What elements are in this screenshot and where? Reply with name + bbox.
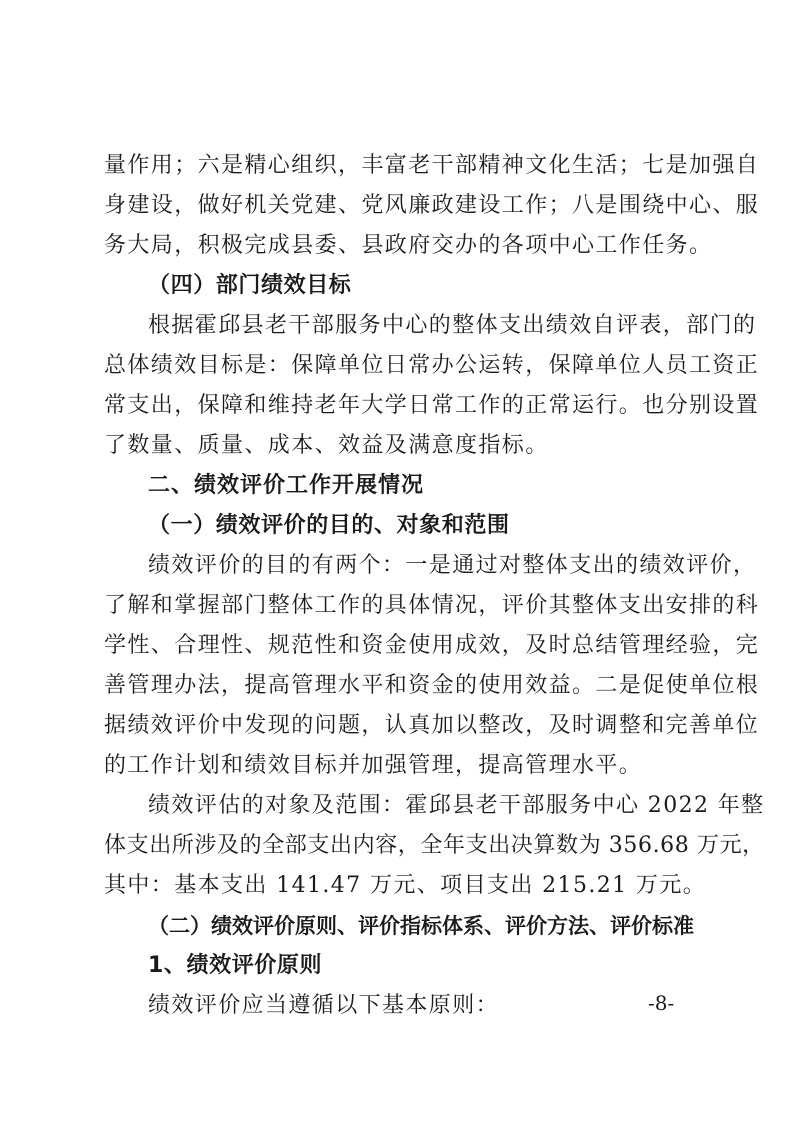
section-heading-evaluation: 二、绩效评价工作开展情况: [148, 473, 425, 498]
body-text-line: 总体绩效目标是：保障单位日常办公运转，保障单位人员工资正: [104, 353, 760, 378]
body-text-line: 常支出，保障和维持老年大学日常工作的正常运行。也分别设置: [104, 393, 760, 418]
section-heading-goals: （四）部门绩效目标: [148, 273, 352, 298]
body-text-line: 的工作计划和绩效目标并加强管理，提高管理水平。: [104, 753, 643, 778]
body-text-line: 绩效评估的对象及范围：霍邱县老干部服务中心 2022 年整: [148, 793, 765, 818]
section-heading-principles: （二）绩效评价原则、评价指标体系、评价方法、评价标准: [148, 914, 694, 938]
body-text-line: 根据霍邱县老干部服务中心的整体支出绩效自评表，部门的: [148, 313, 757, 338]
body-text-line: 其中：基本支出 141.47 万元、项目支出 215.21 万元。: [104, 873, 707, 898]
body-text-line: 身建设，做好机关党建、党风廉政建设工作；八是围绕中心、服: [104, 193, 760, 218]
body-text-line: 据绩效评价中发现的问题，认真加以整改，及时调整和完善单位: [104, 713, 760, 738]
body-text-line: 体支出所涉及的全部支出内容，全年支出决算数为 356.68 万元，: [104, 833, 765, 858]
body-text-line: 绩效评价的目的有两个：一是通过对整体支出的绩效评价，: [148, 553, 757, 578]
body-text-line: 了解和掌握部门整体工作的具体情况，评价其整体支出安排的科: [104, 593, 760, 618]
body-text-line: 务大局，积极完成县委、县政府交办的各项中心工作任务。: [104, 233, 713, 258]
subsection-heading-principles: 1、绩效评价原则: [148, 953, 323, 978]
section-heading-purpose: （一）绩效评价的目的、对象和范围: [148, 513, 510, 538]
body-text-line: 量作用；六是精心组织，丰富老干部精神文化生活；七是加强自: [104, 153, 760, 178]
body-text-line: 绩效评价应当遵循以下基本原则：: [148, 993, 500, 1018]
body-text-line: 了数量、质量、成本、效益及满意度指标。: [104, 433, 549, 458]
body-text-line: 善管理办法，提高管理水平和资金的使用效益。二是促使单位根: [104, 673, 760, 698]
body-text-line: 学性、合理性、规范性和资金使用成效，及时总结管理经验，完: [104, 633, 760, 658]
page-number: -8-: [648, 991, 675, 1015]
